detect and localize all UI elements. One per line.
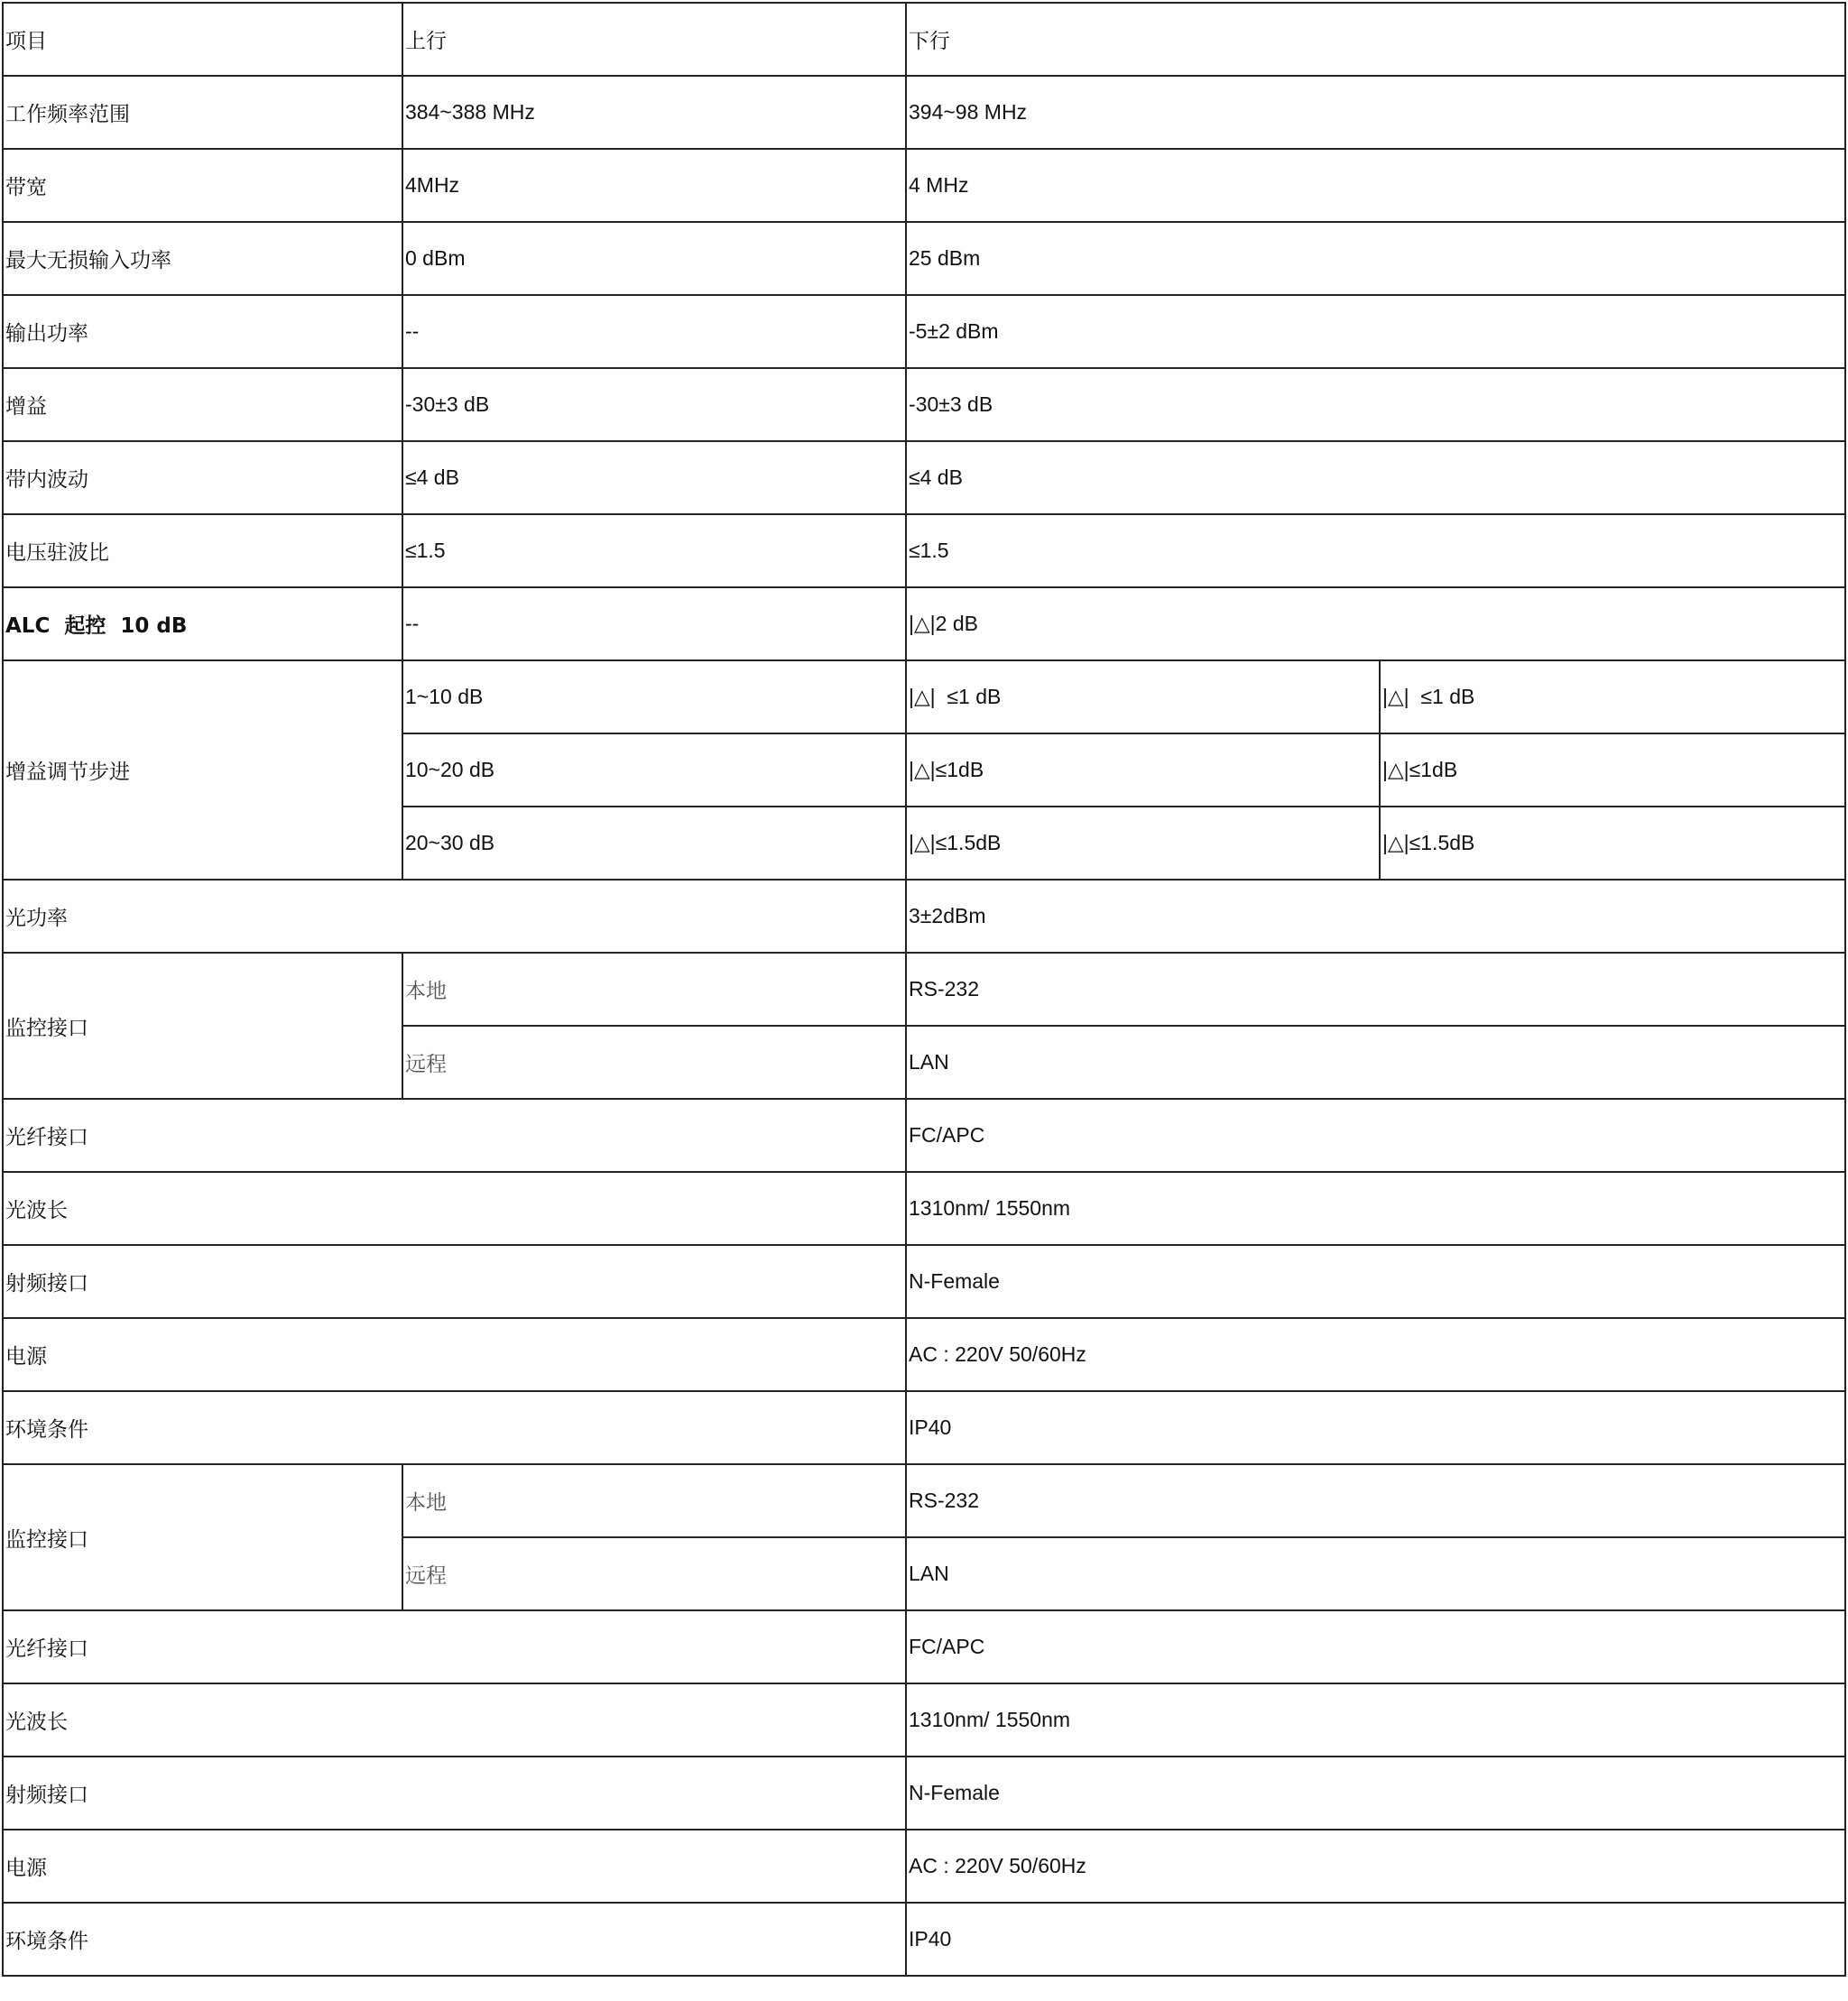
- row-value: N-Female: [906, 1245, 1845, 1318]
- uplink-value: 384~388 MHz: [402, 76, 906, 149]
- row-label: ALC 起控 10 dB: [3, 587, 402, 660]
- row-value: FC/APC: [906, 1099, 1845, 1172]
- row-label: 光功率: [3, 880, 906, 953]
- row-value: N-Female: [906, 1757, 1845, 1830]
- table-row: [3, 953, 1845, 1026]
- monitor-remote-label: 远程: [402, 1026, 906, 1099]
- table-row: [3, 1830, 1845, 1903]
- row-label: 最大无损输入功率: [3, 222, 402, 295]
- header-uplink: 上行: [402, 3, 906, 76]
- row-label: 环境条件: [3, 1391, 906, 1464]
- gain-step-range: 20~30 dB: [402, 807, 906, 880]
- row-value: FC/APC: [906, 1610, 1845, 1683]
- table-row: [3, 149, 1845, 222]
- row-label: 工作频率范围: [3, 76, 402, 149]
- downlink-value: -5±2 dBm: [906, 295, 1845, 368]
- spec-table: [2, 2, 1846, 1977]
- uplink-value: --: [402, 587, 906, 660]
- downlink-value: ≤1.5: [906, 514, 1845, 587]
- row-label: 射频接口: [3, 1757, 906, 1830]
- table-row: [3, 1099, 1845, 1172]
- row-label: 带宽: [3, 149, 402, 222]
- table-row: [3, 660, 1845, 733]
- table-row: [3, 1757, 1845, 1830]
- table-row: [3, 514, 1845, 587]
- uplink-value: 4MHz: [402, 149, 906, 222]
- row-label: 射频接口: [3, 1245, 906, 1318]
- uplink-value: ≤1.5: [402, 514, 906, 587]
- monitor-label: 监控接口: [3, 1464, 402, 1610]
- table-row: [3, 1172, 1845, 1245]
- row-value: 1310nm/ 1550nm: [906, 1172, 1845, 1245]
- table-row: [3, 76, 1845, 149]
- gain-step-value: |△|≤1.5dB: [906, 807, 1380, 880]
- downlink-value: -30±3 dB: [906, 368, 1845, 441]
- row-label: 光波长: [3, 1683, 906, 1757]
- row-label: 环境条件: [3, 1903, 906, 1976]
- gain-step-range: 10~20 dB: [402, 733, 906, 807]
- uplink-value: -30±3 dB: [402, 368, 906, 441]
- monitor-local-label: 本地: [402, 953, 906, 1026]
- header-downlink: 下行: [906, 3, 1845, 76]
- downlink-value: 394~98 MHz: [906, 76, 1845, 149]
- monitor-local-label: 本地: [402, 1464, 906, 1537]
- table-row: [3, 1245, 1845, 1318]
- table-row: [3, 1318, 1845, 1391]
- row-label: 电源: [3, 1318, 906, 1391]
- table-row: [3, 587, 1845, 660]
- gain-step-value: |△| ≤1 dB: [1380, 660, 1845, 733]
- uplink-value: ≤4 dB: [402, 441, 906, 514]
- gain-step-label: 增益调节步进: [3, 660, 402, 880]
- row-label: 电压驻波比: [3, 514, 402, 587]
- uplink-value: --: [402, 295, 906, 368]
- monitor-label: 监控接口: [3, 953, 402, 1099]
- header-item: 项目: [3, 3, 402, 76]
- downlink-value: 4 MHz: [906, 149, 1845, 222]
- row-label: 输出功率: [3, 295, 402, 368]
- monitor-local-value: RS-232: [906, 1464, 1845, 1537]
- monitor-remote-value: LAN: [906, 1026, 1845, 1099]
- row-value: IP40: [906, 1391, 1845, 1464]
- row-value: IP40: [906, 1903, 1845, 1976]
- gain-step-value: |△|≤1.5dB: [1380, 807, 1845, 880]
- row-value: AC : 220V 50/60Hz: [906, 1318, 1845, 1391]
- table-row: [3, 1683, 1845, 1757]
- row-label: 光纤接口: [3, 1610, 906, 1683]
- table-row: [3, 368, 1845, 441]
- table-row: [3, 441, 1845, 514]
- monitor-local-value: RS-232: [906, 953, 1845, 1026]
- gain-step-value: |△|≤1dB: [1380, 733, 1845, 807]
- monitor-remote-label: 远程: [402, 1537, 906, 1610]
- table-row: [3, 1610, 1845, 1683]
- table-row: [3, 295, 1845, 368]
- row-label: 电源: [3, 1830, 906, 1903]
- table-row-header: [3, 3, 1845, 76]
- row-label: 光纤接口: [3, 1099, 906, 1172]
- row-value: 1310nm/ 1550nm: [906, 1683, 1845, 1757]
- downlink-value: 25 dBm: [906, 222, 1845, 295]
- monitor-remote-value: LAN: [906, 1537, 1845, 1610]
- row-label: 增益: [3, 368, 402, 441]
- row-value: AC : 220V 50/60Hz: [906, 1830, 1845, 1903]
- row-label: 带内波动: [3, 441, 402, 514]
- row-label: 光波长: [3, 1172, 906, 1245]
- uplink-value: 0 dBm: [402, 222, 906, 295]
- gain-step-value: |△|≤1dB: [906, 733, 1380, 807]
- gain-step-range: 1~10 dB: [402, 660, 906, 733]
- row-value: 3±2dBm: [906, 880, 1845, 953]
- gain-step-value: |△| ≤1 dB: [906, 660, 1380, 733]
- downlink-value: ≤4 dB: [906, 441, 1845, 514]
- table-row: [3, 880, 1845, 953]
- table-row: [3, 1464, 1845, 1537]
- table-row: [3, 1391, 1845, 1464]
- table-row: [3, 1903, 1845, 1976]
- downlink-value: |△|2 dB: [906, 587, 1845, 660]
- table-row: [3, 222, 1845, 295]
